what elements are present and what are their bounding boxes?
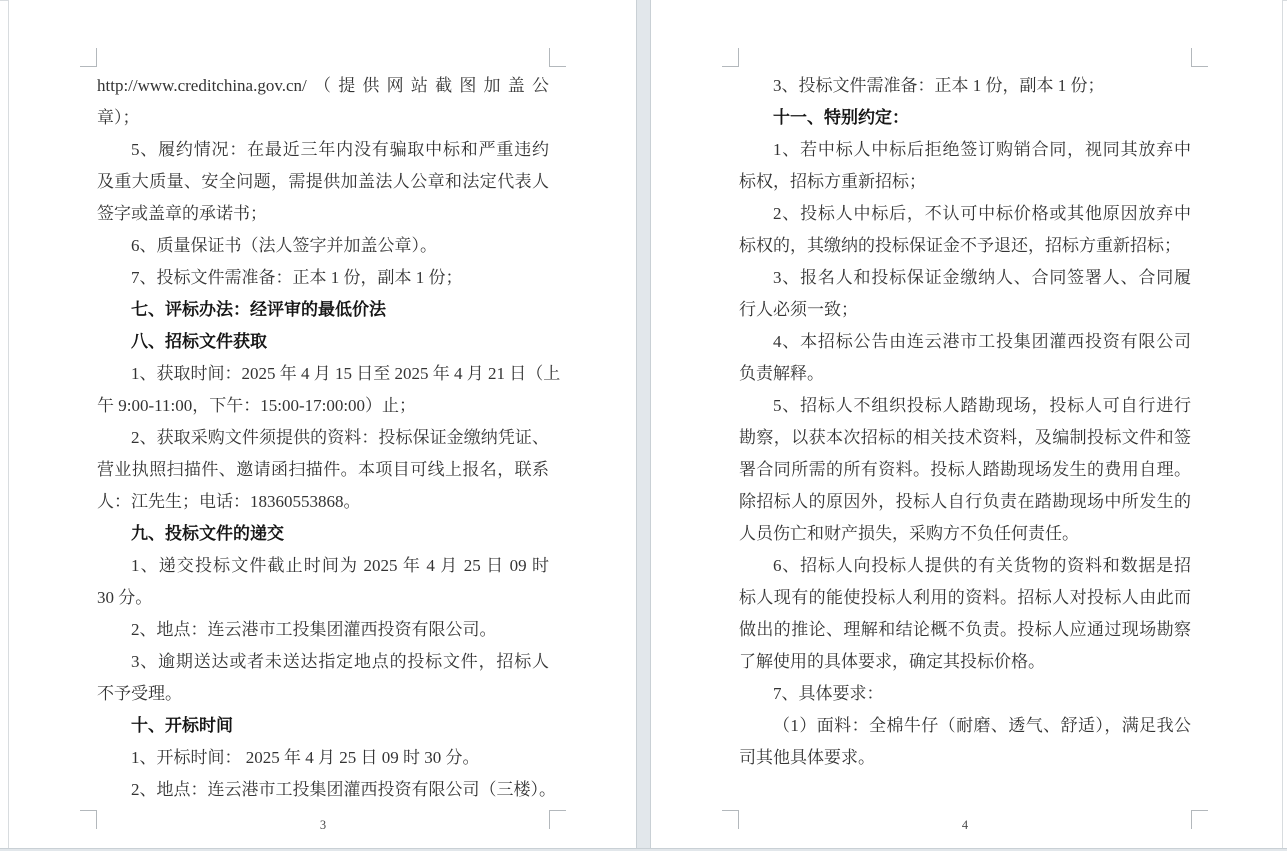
text-line[interactable]: 午 9:00-11:00，下午：15:00-17:00:00）止； <box>97 396 417 415</box>
text-line[interactable]: 签字或盖章的承诺书； <box>97 204 267 223</box>
text-line[interactable]: 1、开标时间： 2025 年 4 月 25 日 09 时 30 分。 <box>131 748 480 767</box>
text-line[interactable]: 人员伤亡和财产损失，采购方不负任何责任。 <box>739 524 1079 543</box>
text-line[interactable]: 1、获取时间：2025 年 4 月 15 日至 2025 年 4 月 21 日（上 <box>131 364 561 383</box>
text-line[interactable]: 2、地点：连云港市工投集团灌西投资有限公司（三楼）。 <box>131 780 556 799</box>
crop-mark-top-left <box>80 48 97 67</box>
text-line[interactable]: 2、地点：连云港市工投集团灌西投资有限公司。 <box>131 620 497 639</box>
text-line[interactable]: 标权，招标方重新招标； <box>739 172 926 191</box>
crop-mark-bottom-left <box>722 810 739 829</box>
text-line[interactable]: 4、本招标公告由连云港市工投集团灌西投资有限公司 <box>773 332 1191 351</box>
text-line[interactable]: 1、递交投标文件截止时间为 2025 年 4 月 25 日 09 时 <box>131 556 549 575</box>
section-heading[interactable]: 七、评标办法：经评审的最低价法 <box>131 300 386 319</box>
page-number: 4 <box>961 818 969 832</box>
text-line[interactable]: 了解使用的具体要求，确定其投标价格。 <box>739 652 1045 671</box>
text-line[interactable]: 5、履约情况：在最近三年内没有骗取中标和严重违约 <box>131 140 549 159</box>
text-line[interactable]: 及重大质量、安全问题，需提供加盖法人公章和法定代表人 <box>97 172 549 191</box>
text-line[interactable]: 2、投标人中标后，不认可中标价格或其他原因放弃中 <box>773 204 1191 223</box>
text-line[interactable]: （1）面料：全棉牛仔（耐磨、透气、舒适），满足我公 <box>773 716 1191 735</box>
text-line[interactable]: 除招标人的原因外，投标人自行负责在踏勘现场中所发生的 <box>739 492 1191 511</box>
text-line[interactable]: 人：江先生；电话：18360553868。 <box>97 492 361 511</box>
text-line[interactable]: http://www.creditchina.gov.cn/（提供网站截图加盖公 <box>97 76 549 95</box>
text-line[interactable]: 6、招标人向投标人提供的有关货物的资料和数据是招 <box>773 556 1191 575</box>
page-number: 3 <box>319 818 327 832</box>
crop-mark-top-left <box>722 48 739 67</box>
section-heading[interactable]: 八、招标文件获取 <box>131 332 267 351</box>
crop-mark-bottom-right <box>1191 810 1208 829</box>
crop-mark-bottom-left <box>80 810 97 829</box>
page-3[interactable] <box>8 0 636 848</box>
text-line[interactable]: 营业执照扫描件、邀请函扫描件。本项目可线上报名，联系 <box>97 460 549 479</box>
text-line[interactable]: 3、逾期送达或者未送达指定地点的投标文件，招标人 <box>131 652 549 671</box>
text-line[interactable]: 7、具体要求： <box>773 684 884 703</box>
text-line[interactable]: 6、质量保证书（法人签字并加盖公章）。 <box>131 236 437 255</box>
text-line[interactable]: 7、投标文件需准备：正本 1 份，副本 1 份； <box>131 268 463 287</box>
page-3-text <box>97 70 561 806</box>
text-line[interactable]: 3、报名人和投标保证金缴纳人、合同签署人、合同履 <box>773 268 1191 287</box>
section-heading[interactable]: 十一、特别约定： <box>773 108 909 127</box>
text-line[interactable]: 做出的推论、理解和结论概不负责。投标人应通过现场勘察 <box>739 620 1191 639</box>
text-line[interactable]: 30 分。 <box>97 588 153 607</box>
text-line[interactable]: 署合同所需的所有资料。投标人踏勘现场发生的费用自理。 <box>739 460 1191 479</box>
text-line[interactable]: 标人现有的能使投标人利用的资料。招标人对投标人由此而 <box>739 588 1191 607</box>
text-line[interactable]: 勘察，以获本次招标的相关技术资料，及编制投标文件和签 <box>739 428 1191 447</box>
text-line[interactable]: 不予受理。 <box>97 684 182 703</box>
text-line[interactable]: 章）； <box>97 108 140 127</box>
page-gap <box>636 0 651 848</box>
text-line[interactable]: 标权的，其缴纳的投标保证金不予退还，招标方重新招标； <box>739 236 1181 255</box>
text-line[interactable]: 3、投标文件需准备：正本 1 份，副本 1 份； <box>773 76 1105 95</box>
crop-mark-top-right <box>1191 48 1208 67</box>
crop-mark-bottom-right <box>549 810 566 829</box>
page-4-text <box>739 70 1191 774</box>
section-heading[interactable]: 九、投标文件的递交 <box>131 524 284 543</box>
page-4[interactable] <box>651 0 1283 848</box>
text-line[interactable]: 司其他具体要求。 <box>739 748 875 767</box>
text-line[interactable]: 负责解释。 <box>739 364 824 383</box>
text-line[interactable]: 行人必须一致； <box>739 300 858 319</box>
text-line[interactable]: 2、获取采购文件须提供的资料：投标保证金缴纳凭证、 <box>131 428 549 447</box>
crop-mark-top-right <box>549 48 566 67</box>
section-heading[interactable]: 十、开标时间 <box>131 716 233 735</box>
text-line[interactable]: 1、若中标人中标后拒绝签订购销合同，视同其放弃中 <box>773 140 1191 159</box>
text-line[interactable]: 5、招标人不组织投标人踏勘现场，投标人可自行进行 <box>773 396 1191 415</box>
